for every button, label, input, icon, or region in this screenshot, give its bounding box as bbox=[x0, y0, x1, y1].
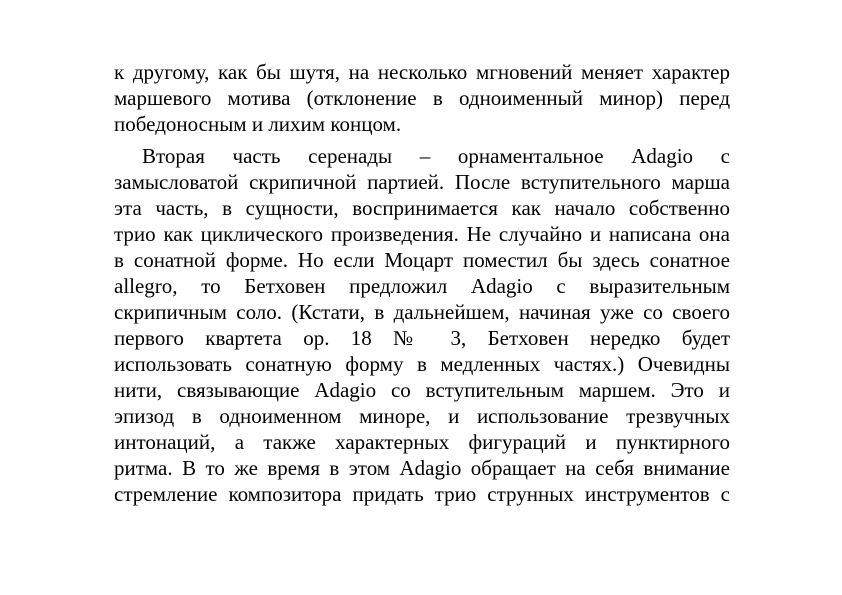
text-body bbox=[114, 59, 730, 507]
text-line: нити, связывающие Adagio со вступительным маршем. Это и bbox=[114, 378, 730, 402]
text-line: замысловатой скрипичной партией. После вступительного марша bbox=[114, 170, 730, 194]
text-line: стремление композитора придать трио струнных инструментов с bbox=[114, 482, 730, 506]
text-line: использовать сонатную форму в медленных частях.) Очевидны bbox=[114, 352, 730, 376]
text-line: эта часть, в сущности, воспринимается как начало собственно bbox=[114, 196, 730, 220]
paragraph-2 bbox=[114, 143, 730, 507]
text-line: Вторая часть серенады – орнаментальное Adagio с bbox=[142, 144, 730, 168]
text-line: первого квартета ор. 18 № 3, Бетховен нередко будет bbox=[114, 326, 730, 350]
text-line: ритма. В то же время в этом Adagio обращает на себя внимание bbox=[114, 456, 730, 480]
text-line: победоносным и лихим концом. bbox=[114, 112, 402, 136]
text-line: allegro, то Бетховен предложил Adagio с выразительным bbox=[114, 274, 730, 298]
paragraph-1 bbox=[114, 59, 730, 137]
text-line: скрипичным соло. (Кстати, в дальнейшем, начиная уже со своего bbox=[114, 300, 730, 324]
text-line: интонаций, а также характерных фигураций и пунктирного bbox=[114, 430, 730, 454]
text-line: эпизод в одноименном миноре, и использование трезвучных bbox=[114, 404, 730, 428]
text-line: маршевого мотива (отклонение в одноименный минор) перед bbox=[114, 86, 730, 110]
text-line: в сонатной форме. Но если Моцарт поместил бы здесь сонатное bbox=[114, 248, 730, 272]
text-line: к другому, как бы шутя, на несколько мгновений меняет характер bbox=[114, 60, 730, 84]
text-line: трио как циклического произведения. Не случайно и написана она bbox=[114, 222, 730, 246]
